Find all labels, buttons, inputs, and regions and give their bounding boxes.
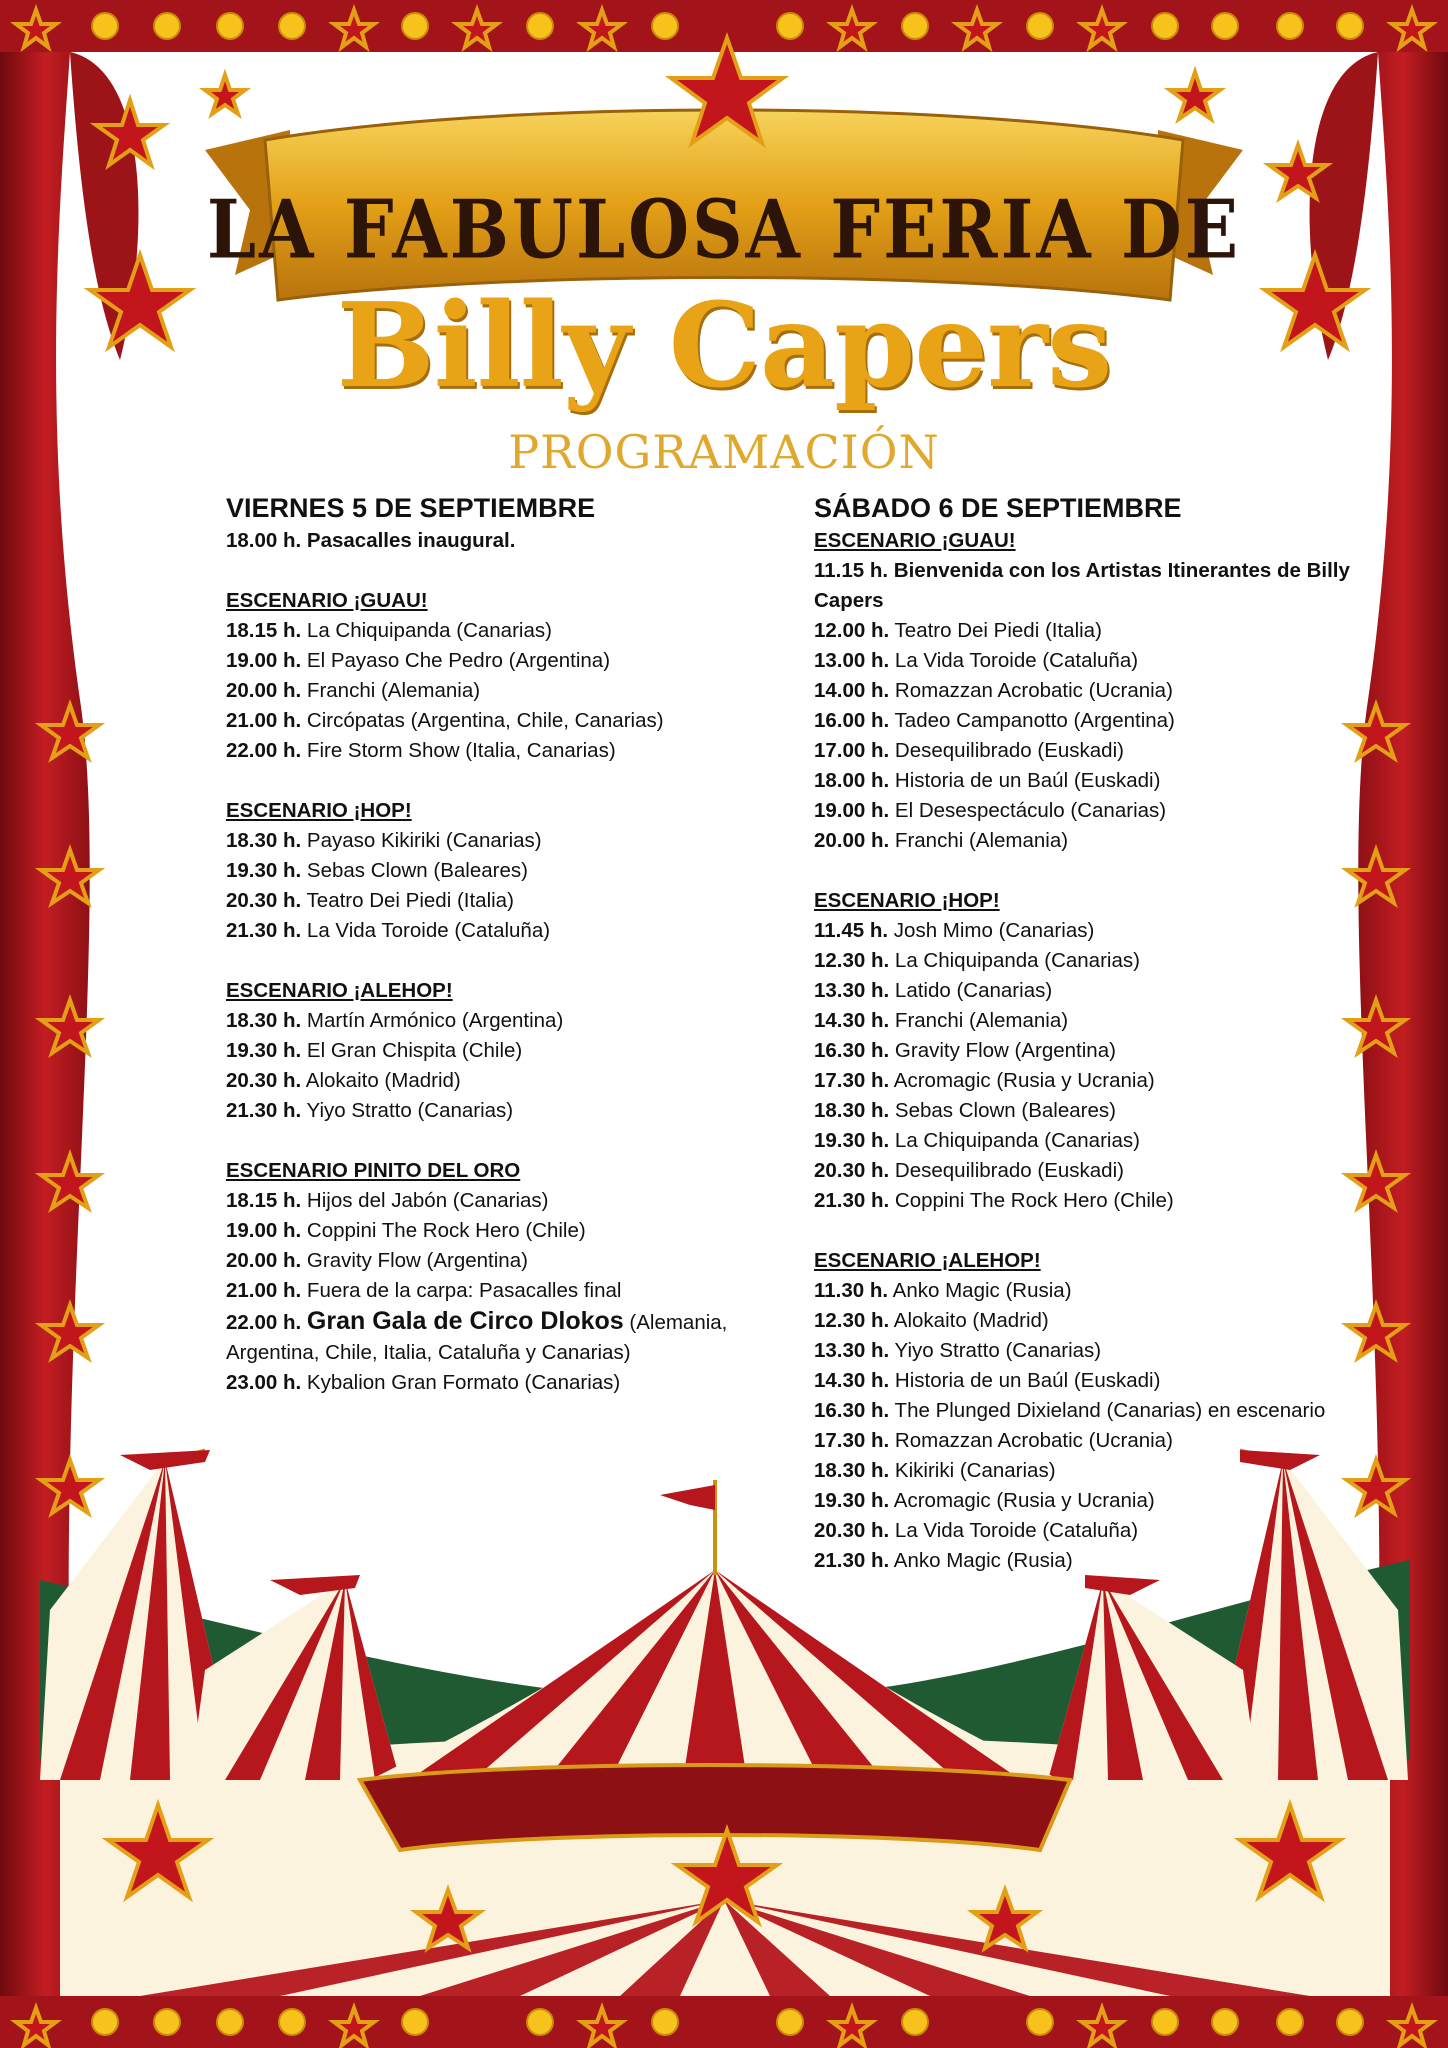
entry-act: Payaso Kikiriki (Canarias) bbox=[306, 829, 542, 852]
entry-time: 14.30 h. bbox=[814, 1369, 890, 1392]
entry-act: El Desespectáculo (Canarias) bbox=[894, 799, 1167, 822]
entry-act: Kikiriki (Canarias) bbox=[894, 1459, 1056, 1482]
left-tent bbox=[40, 1460, 400, 1780]
entry-act: Sebas Clown (Baleares) bbox=[306, 859, 528, 882]
entry-act: Franchi (Alemania) bbox=[894, 829, 1069, 852]
entry-act: Yiyo Stratto (Canarias) bbox=[306, 1099, 514, 1122]
entry-time: 19.30 h. bbox=[226, 859, 302, 882]
entry-time: 12.30 h. bbox=[814, 1309, 890, 1332]
schedule-entry bbox=[814, 736, 1394, 766]
entry-time: 13.30 h. bbox=[814, 979, 890, 1002]
entry-act: Desequilibrado (Euskadi) bbox=[894, 1159, 1124, 1182]
schedule-entry bbox=[226, 826, 786, 856]
schedule-entry bbox=[814, 676, 1394, 706]
entry-act: Alokaito (Madrid) bbox=[893, 1309, 1049, 1332]
stage-title: ESCENARIO PINITO DEL ORO bbox=[226, 1159, 521, 1182]
entry-time: 12.00 h. bbox=[814, 619, 890, 642]
entry-act: Romazzan Acrobatic (Ucrania) bbox=[894, 679, 1173, 702]
schedule-entry bbox=[226, 1036, 786, 1066]
schedule-entry bbox=[814, 1396, 1394, 1426]
schedule-entry bbox=[814, 1516, 1394, 1546]
entry-time: 17.30 h. bbox=[814, 1069, 890, 1092]
entry-act: Kybalion Gran Formato (Canarias) bbox=[306, 1371, 621, 1394]
schedule-entry bbox=[226, 916, 786, 946]
schedule-entry bbox=[226, 886, 786, 916]
entry-time: 18.30 h. bbox=[226, 829, 302, 852]
entry-act: La Vida Toroide (Cataluña) bbox=[894, 1519, 1139, 1542]
saturday-stages bbox=[814, 526, 1394, 1576]
entry-act: Teatro Dei Piedi (Italia) bbox=[894, 619, 1102, 642]
schedule-entry bbox=[226, 856, 786, 886]
entry-time: 19.00 h. bbox=[226, 1219, 302, 1242]
stage-title: ESCENARIO ¡GUAU! bbox=[226, 589, 428, 612]
entry-time: 20.30 h. bbox=[226, 889, 302, 912]
entry-time: 12.30 h. bbox=[814, 949, 890, 972]
schedule-entry bbox=[814, 1156, 1394, 1186]
schedule-entry bbox=[226, 616, 786, 646]
entry-act: Coppini The Rock Hero (Chile) bbox=[306, 1219, 586, 1242]
entry-time: 18.30 h. bbox=[814, 1459, 890, 1482]
stage-section bbox=[226, 586, 786, 766]
entry-act: Teatro Dei Piedi (Italia) bbox=[306, 889, 514, 912]
entry-act: La Vida Toroide (Cataluña) bbox=[894, 649, 1139, 672]
entry-time: 22.00 h. bbox=[226, 1311, 302, 1334]
schedule-entry bbox=[814, 1336, 1394, 1366]
schedule-entry bbox=[814, 706, 1394, 736]
schedule-entry bbox=[226, 676, 786, 706]
entry-act: Bienvenida con los Artistas Itinerantes de Billy Capers bbox=[814, 559, 1350, 612]
schedule-entry bbox=[226, 736, 786, 766]
entry-act: Martín Armónico (Argentina) bbox=[306, 1009, 564, 1032]
stage-title: ESCENARIO ¡ALEHOP! bbox=[226, 979, 453, 1002]
entry-act: Franchi (Alemania) bbox=[306, 679, 481, 702]
schedule-entry bbox=[814, 1426, 1394, 1456]
entry-time: 20.00 h. bbox=[226, 679, 302, 702]
schedule-entry bbox=[226, 1246, 786, 1276]
entry-time: 21.30 h. bbox=[814, 1189, 890, 1212]
entry-time: 11.15 h. bbox=[814, 559, 889, 582]
schedule-entry bbox=[814, 1006, 1394, 1036]
schedule-entry bbox=[814, 646, 1394, 676]
entry-time: 21.30 h. bbox=[226, 1099, 302, 1122]
schedule-entry bbox=[226, 1186, 786, 1216]
entry-act: La Vida Toroide (Cataluña) bbox=[306, 919, 551, 942]
entry-act: Fire Storm Show (Italia, Canarias) bbox=[306, 739, 616, 762]
schedule-entry bbox=[226, 706, 786, 736]
stage-title: ESCENARIO ¡HOP! bbox=[226, 799, 412, 822]
entry-time: 20.00 h. bbox=[226, 1249, 302, 1272]
entry-time: 19.00 h. bbox=[226, 649, 302, 672]
entry-time: 16.00 h. bbox=[814, 709, 890, 732]
entry-time: 20.30 h. bbox=[814, 1159, 890, 1182]
entry-highlight: Gran Gala de Circo Dlokos bbox=[306, 1307, 624, 1335]
entry-time: 13.30 h. bbox=[814, 1339, 890, 1362]
saturday-heading: SÁBADO 6 DE SEPTIEMBRE bbox=[814, 493, 1182, 523]
schedule-entry bbox=[226, 1368, 786, 1398]
entry-time: 18.15 h. bbox=[226, 1189, 302, 1212]
entry-act: La Chiquipanda (Canarias) bbox=[306, 619, 552, 642]
schedule-entry bbox=[814, 1096, 1394, 1126]
schedule-entry bbox=[814, 556, 1394, 616]
entry-act: Desequilibrado (Euskadi) bbox=[894, 739, 1124, 762]
entry-time: 18.30 h. bbox=[814, 1099, 890, 1122]
entry-time: 20.30 h. bbox=[814, 1519, 890, 1542]
entry-act: Historia de un Baúl (Euskadi) bbox=[894, 769, 1161, 792]
entry-act: Tadeo Campanotto (Argentina) bbox=[894, 709, 1175, 732]
entry-time: 20.30 h. bbox=[226, 1069, 302, 1092]
entry-time: 22.00 h. bbox=[226, 739, 302, 762]
entry-time: 17.30 h. bbox=[814, 1429, 890, 1452]
saturday-column bbox=[814, 490, 1394, 1606]
schedule-entry: 18.00 h. Pasacalles inaugural. bbox=[226, 529, 516, 552]
entry-time: 11.30 h. bbox=[814, 1279, 889, 1302]
entry-act: (Alemania, Argentina, Chile, Italia, Cataluña y Canarias) bbox=[226, 1311, 728, 1364]
friday-column bbox=[226, 490, 786, 1428]
entry-act: The Plunged Dixieland (Canarias) en escenario bbox=[894, 1399, 1326, 1422]
schedule-entry bbox=[814, 976, 1394, 1006]
stage-section bbox=[226, 976, 786, 1126]
entry-time: 19.30 h. bbox=[226, 1039, 302, 1062]
entry-act: El Gran Chispita (Chile) bbox=[306, 1039, 523, 1062]
schedule-entry bbox=[814, 616, 1394, 646]
entry-act: Fuera de la carpa: Pasacalles final bbox=[306, 1279, 622, 1302]
entry-time: 18.15 h. bbox=[226, 619, 302, 642]
entry-time: 14.00 h. bbox=[814, 679, 890, 702]
entry-time: 18.00 h. bbox=[814, 769, 890, 792]
schedule-entry bbox=[226, 1216, 786, 1246]
schedule-entry bbox=[226, 646, 786, 676]
schedule-entry bbox=[814, 1036, 1394, 1066]
schedule-entry bbox=[814, 1276, 1394, 1306]
friday-opening bbox=[226, 526, 786, 556]
schedule-entry bbox=[814, 826, 1394, 856]
entry-act: Latido (Canarias) bbox=[894, 979, 1053, 1002]
entry-act: Hijos del Jabón (Canarias) bbox=[306, 1189, 549, 1212]
friday-stages bbox=[226, 586, 786, 1398]
stage-title: ESCENARIO ¡GUAU! bbox=[814, 529, 1016, 552]
schedule-entry bbox=[814, 916, 1394, 946]
title-top: LA FABULOSA FERIA DE bbox=[206, 181, 1242, 278]
entry-time: 18.30 h. bbox=[226, 1009, 302, 1032]
schedule-entry bbox=[814, 766, 1394, 796]
entry-time: 16.30 h. bbox=[814, 1399, 890, 1422]
schedule-entry bbox=[226, 1276, 786, 1306]
entry-time: 13.00 h. bbox=[814, 649, 890, 672]
entry-time: 21.00 h. bbox=[226, 1279, 302, 1302]
schedule-entry bbox=[814, 946, 1394, 976]
entry-act: Anko Magic (Rusia) bbox=[892, 1279, 1072, 1302]
entry-time: 19.30 h. bbox=[814, 1489, 890, 1512]
schedule-entry bbox=[226, 1096, 786, 1126]
entry-act: La Chiquipanda (Canarias) bbox=[894, 949, 1140, 972]
entry-act: Anko Magic (Rusia) bbox=[893, 1549, 1073, 1572]
entry-time: 21.30 h. bbox=[814, 1549, 890, 1572]
entry-time: 17.00 h. bbox=[814, 739, 890, 762]
schedule-entry bbox=[814, 1486, 1394, 1516]
entry-act: Alokaito (Madrid) bbox=[305, 1069, 461, 1092]
schedule-entry bbox=[814, 1306, 1394, 1336]
entry-act: Coppini The Rock Hero (Chile) bbox=[894, 1189, 1174, 1212]
stage-title: ESCENARIO ¡HOP! bbox=[814, 889, 1000, 912]
entry-act: La Chiquipanda (Canarias) bbox=[894, 1129, 1140, 1152]
entry-time: 21.30 h. bbox=[226, 919, 302, 942]
entry-time: 19.30 h. bbox=[814, 1129, 890, 1152]
stage-section bbox=[226, 1156, 786, 1398]
friday-heading: VIERNES 5 DE SEPTIEMBRE bbox=[226, 493, 596, 523]
entry-act: Acromagic (Rusia y Ucrania) bbox=[893, 1069, 1155, 1092]
entry-time: 16.30 h. bbox=[814, 1039, 890, 1062]
entry-act: Circópatas (Argentina, Chile, Canarias) bbox=[306, 709, 664, 732]
entry-time: 21.00 h. bbox=[226, 709, 302, 732]
stage-section bbox=[814, 886, 1394, 1216]
schedule-entry bbox=[814, 1366, 1394, 1396]
schedule-entry bbox=[814, 1126, 1394, 1156]
programacion-subtitle: PROGRAMACIÓN bbox=[508, 425, 940, 479]
stage-title: ESCENARIO ¡ALEHOP! bbox=[814, 1249, 1041, 1272]
entry-time: 20.00 h. bbox=[814, 829, 890, 852]
schedule-entry bbox=[226, 1006, 786, 1036]
title-main: Billy Capers bbox=[336, 278, 1112, 414]
schedule-entry bbox=[814, 796, 1394, 826]
schedule-entry bbox=[226, 1306, 786, 1368]
entry-act: Josh Mimo (Canarias) bbox=[893, 919, 1095, 942]
entry-time: 11.45 h. bbox=[814, 919, 889, 942]
stage-section bbox=[814, 1246, 1394, 1576]
schedule-entry bbox=[814, 1546, 1394, 1576]
entry-act: Yiyo Stratto (Canarias) bbox=[894, 1339, 1102, 1362]
entry-act: El Payaso Che Pedro (Argentina) bbox=[306, 649, 611, 672]
entry-act: Gravity Flow (Argentina) bbox=[894, 1039, 1116, 1062]
schedule-entry bbox=[226, 1066, 786, 1096]
entry-time: 19.00 h. bbox=[814, 799, 890, 822]
entry-act: Acromagic (Rusia y Ucrania) bbox=[893, 1489, 1155, 1512]
schedule-entry bbox=[814, 1186, 1394, 1216]
entry-time: 14.30 h. bbox=[814, 1009, 890, 1032]
entry-act: Franchi (Alemania) bbox=[894, 1009, 1069, 1032]
schedule-entry bbox=[814, 1456, 1394, 1486]
entry-act: Gravity Flow (Argentina) bbox=[306, 1249, 528, 1272]
entry-act: Historia de un Baúl (Euskadi) bbox=[894, 1369, 1161, 1392]
entry-act: Sebas Clown (Baleares) bbox=[894, 1099, 1116, 1122]
entry-act: Romazzan Acrobatic (Ucrania) bbox=[894, 1429, 1173, 1452]
stage-section bbox=[226, 796, 786, 946]
schedule-entry bbox=[814, 1066, 1394, 1096]
stage-section bbox=[814, 526, 1394, 856]
entry-time: 23.00 h. bbox=[226, 1371, 302, 1394]
